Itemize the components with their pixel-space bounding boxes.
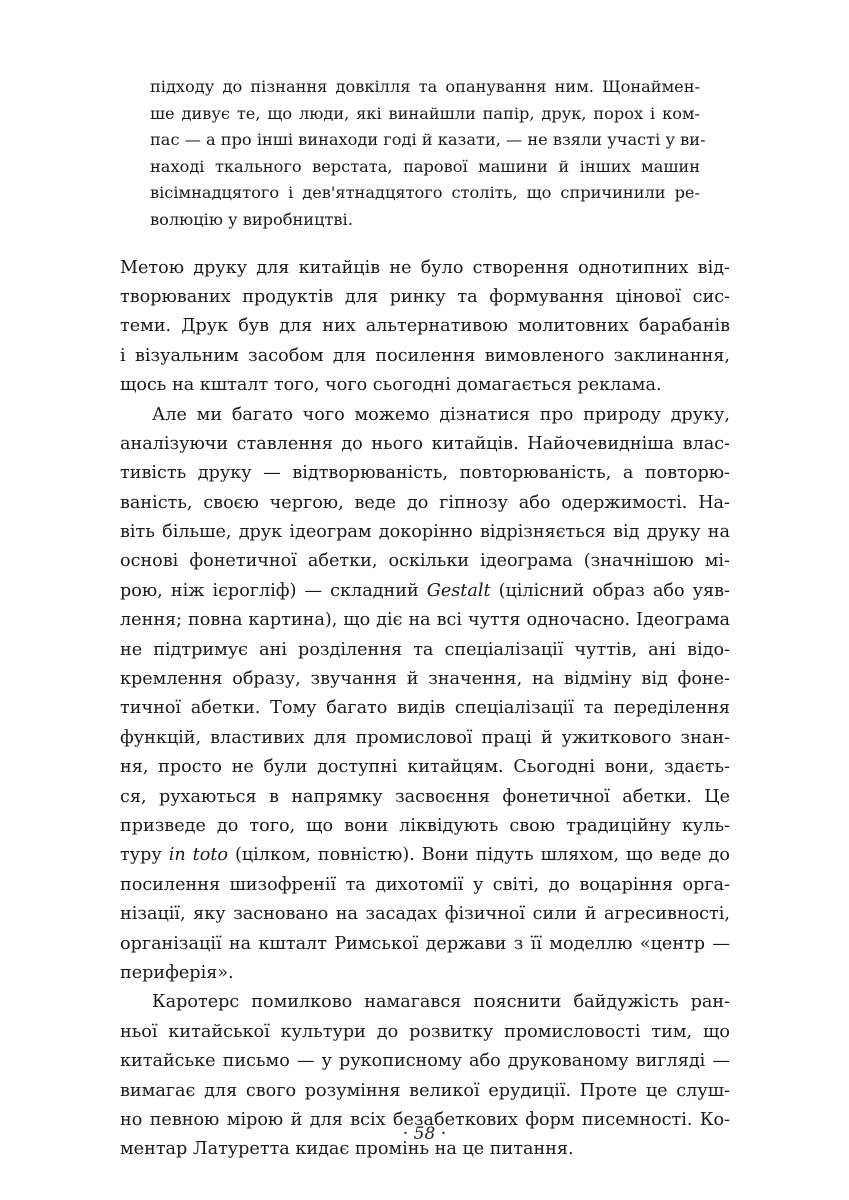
quote-line: підходу до пізнання довкілля та опанування ним. Щонаймен- — [150, 77, 700, 96]
text-line: Метою друку для китайців не було створення однотипних від- — [120, 257, 730, 278]
page-number: · 58 · — [402, 1124, 447, 1144]
text-line: аналізуючи ставлення до нього китайців. Найочевидніша влас- — [120, 433, 730, 454]
text-line: організації на кшталт Римської держави з її моделлю «центр — — [120, 933, 730, 954]
text-segment: туру — [120, 845, 169, 866]
text-line: ваність, своєю чергою, веде до гіпнозу або одержимості. На- — [120, 492, 730, 513]
text-line: теми. Друк був для них альтернативою молитовних барабанів — [120, 316, 730, 337]
text-line: китайське письмо — у рукописному або друкованому вигляді — — [120, 1051, 730, 1072]
text-line: віть більше, друк ідеограм докорінно відрізняється від друку на — [120, 522, 730, 543]
quote-line: вісімнадцятого і дев'ятнадцятого століть, що спричинили ре- — [150, 183, 700, 203]
text-line-with-italic — [120, 577, 730, 606]
text-line: периферія». — [120, 962, 234, 983]
text-line: но певною мірою й для всіх безабеткових форм писемності. Ко- — [120, 1109, 730, 1130]
text-line: тичної абетки. Тому багато видів спеціалізації та переділення — [120, 698, 730, 719]
text-line: призведе до того, що вони ліквідують свою традиційну куль- — [120, 815, 730, 836]
text-line: щось на кшталт того, чого сьогодні домагається реклама. — [120, 375, 662, 396]
text-line: не підтримує ані розділення та спеціалізації чуттів, ані відо- — [120, 639, 730, 660]
quote-line: ше дивує те, що люди, які винайшли папір, друк, порох і ком- — [150, 103, 700, 123]
page-body — [120, 74, 730, 1165]
text-line: вимагає для свого розуміння великої ерудиції. Проте це слуш- — [120, 1080, 730, 1101]
text-line: ньої китайської культури до розвитку промисловості тим, що — [120, 1021, 730, 1042]
text-line: посилення шизофренії та дихотомії у світі, до воцаріння орга- — [120, 874, 730, 895]
quote-line: наході ткального верстата, парової машини й інших машин — [150, 156, 700, 176]
quote-line: пас — а про інші винаходи годі й казати, — не взяли участі у ви- — [150, 130, 706, 150]
italic-term: Gestalt — [426, 580, 491, 601]
paragraph-2 — [120, 401, 730, 989]
text-line: функцій, властивих для промислової праці й ужиткового знан- — [120, 727, 730, 748]
text-segment: рою, ніж ієрогліф) — складний — [120, 580, 427, 601]
block-quote — [150, 74, 706, 234]
text-segment: (цілісний образ або уяв- — [490, 580, 730, 601]
text-line: і візуальним засобом для посилення вимовленого заклинання, — [120, 345, 730, 366]
text-line-with-italic — [120, 841, 730, 870]
text-line: ментар Латуретта кидає промінь на це питання. — [120, 1139, 574, 1160]
text-line: кремлення образу, звучання й значення, на відміну від фоне- — [120, 669, 730, 690]
text-line: лення; повна картина), що діє на всі чуття одночасно. Ідеограма — [120, 610, 730, 631]
text-line: ня, просто не були доступні китайцям. Сьогодні вони, здаєть- — [120, 757, 730, 778]
text-line: основі фонетичної абетки, оскільки ідеограма (значнішою мі- — [120, 551, 730, 572]
text-segment: (цілком, повністю). Вони підуть шляхом, що веде до — [228, 845, 730, 866]
text-line: нізації, яку засновано на засадах фізичної сили й агресивності, — [120, 904, 730, 925]
text-line: ся, рухаються в напрямку засвоєння фонетичної абетки. Це — [120, 786, 730, 807]
quote-line: волюцію у виробництві. — [150, 209, 353, 229]
paragraph-1 — [120, 254, 730, 401]
italic-term: in toto — [168, 845, 228, 866]
text-line: Але ми багато чого можемо дізнатися про природу друку, — [152, 404, 730, 425]
text-line: Каротерс помилково намагався пояснити байдужість ран- — [152, 992, 730, 1013]
text-line: тивість друку — відтворюваність, повторюваність, а повторю- — [120, 463, 730, 484]
text-line: творюваних продуктів для ринку та формування цінової сис- — [120, 286, 730, 307]
